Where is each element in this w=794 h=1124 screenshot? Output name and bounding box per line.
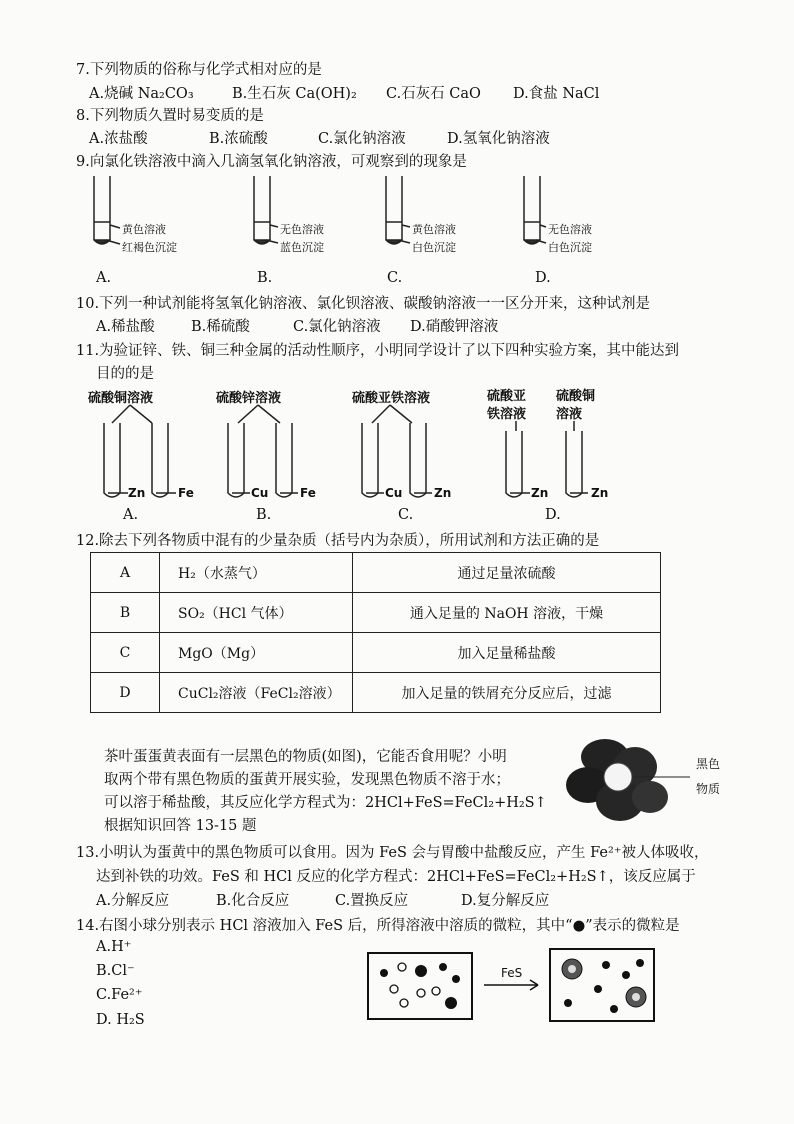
q11-d-solution2a: 硫酸铜: [556, 389, 596, 404]
q14-option-b[interactable]: B.Cl⁻: [96, 963, 135, 979]
q10-option-c[interactable]: C.氯化钠溶液: [293, 319, 381, 335]
intro-line2: 取两个带有黑色物质的蛋黄开展实验，发现黑色物质不溶于水；: [104, 772, 510, 788]
q7-option-a[interactable]: A.烧碱 Na₂CO₃: [89, 86, 194, 102]
q9-b-top-label: 无色溶液: [280, 223, 324, 236]
q12-row-c-substance: MgO（Mg）: [160, 633, 353, 673]
q11-a-solution: 硫酸铜溶液: [88, 391, 154, 406]
q12-stem: 12.除去下列各物质中混有的少量杂质（括号内为杂质），所用试剂和方法正确的是: [76, 533, 600, 549]
q9-a-top-label: 黄色溶液: [122, 223, 166, 236]
q10-option-d[interactable]: D.硝酸钾溶液: [410, 319, 499, 335]
table-row[interactable]: [91, 553, 661, 593]
q9-tube-diagrams: [76, 170, 676, 250]
q9-d-top-label: 无色溶液: [548, 223, 592, 236]
q12-row-b-substance: SO₂（HCl 气体）: [160, 593, 353, 633]
table-row[interactable]: [91, 593, 661, 633]
q12-row-b-method: 通入足量的 NaOH 溶液，干燥: [353, 593, 661, 633]
q11-b-metal1: Cu: [251, 486, 269, 500]
q12-row-a-substance: H₂（水蒸气）: [160, 553, 353, 593]
q13-option-d[interactable]: D.复分解反应: [461, 893, 550, 909]
egg-yolk-figure: [560, 735, 700, 835]
q9-a-bottom-label: 红褐色沉淀: [122, 241, 177, 254]
q11-a-metal1: Zn: [128, 486, 146, 500]
q12-row-a-option: A: [91, 553, 160, 593]
q9-stem: 9.向氯化铁溶液中滴入几滴氢氧化钠溶液，可观察到的现象是: [76, 154, 467, 170]
q8-option-d[interactable]: D.氢氧化钠溶液: [447, 131, 550, 147]
q13-option-a[interactable]: A.分解反应: [96, 893, 170, 909]
q12-row-c-method: 加入足量稀盐酸: [353, 633, 661, 673]
q11-d-solution1a: 硫酸亚: [487, 389, 527, 404]
q11-d-metal1: Zn: [531, 486, 549, 500]
q13-option-c[interactable]: C.置换反应: [335, 893, 409, 909]
q9-option-c[interactable]: C.: [387, 270, 403, 286]
q11-option-d[interactable]: D.: [545, 507, 561, 523]
intro-line3: 可以溶于稀盐酸，其反应化学方程式为：2HCl+FeS=FeCl₂+H₂S↑: [104, 795, 547, 811]
q10-stem: 10.下列一种试剂能将氢氧化钠溶液、氯化钡溶液、碳酸钠溶液一一区分开来，这种试剂是: [76, 296, 651, 312]
q12-row-b-option: B: [91, 593, 160, 633]
intro-line1: 茶叶蛋蛋黄表面有一层黑色的物质(如图)，它能否食用呢？小明: [104, 749, 507, 765]
q8-option-b[interactable]: B.浓硫酸: [209, 131, 268, 147]
q11-b-metal2: Fe: [300, 486, 316, 500]
figure-label-black: 黑色: [696, 757, 721, 771]
q7-option-c[interactable]: C.石灰石 CaO: [386, 86, 481, 102]
q13-option-b[interactable]: B.化合反应: [216, 893, 290, 909]
q14-option-a[interactable]: A.H⁺: [96, 939, 132, 955]
q7-stem: 7.下列物质的俗称与化学式相对应的是: [76, 62, 322, 78]
particle-diagram: [366, 945, 666, 1025]
q9-c-bottom-label: 白色沉淀: [412, 241, 456, 254]
q12-row-c-option: C: [91, 633, 160, 673]
q9-option-d[interactable]: D.: [535, 270, 551, 286]
q11-option-a[interactable]: A.: [123, 507, 139, 523]
q11-c-metal2: Zn: [434, 486, 452, 500]
arrow-label-fes: FeS: [501, 966, 523, 980]
q9-c-top-label: 黄色溶液: [412, 223, 456, 236]
q11-d-metal2: Zn: [591, 486, 609, 500]
q8-option-c[interactable]: C.氯化钠溶液: [318, 131, 406, 147]
q11-stem-line1: 11.为验证锌、铁、铜三种金属的活动性顺序，小明同学设计了以下四种实验方案，其中能达到: [76, 343, 680, 359]
q8-option-a[interactable]: A.浓盐酸: [89, 131, 148, 147]
q11-stem-line2: 目的的是: [96, 366, 154, 382]
q10-option-a[interactable]: A.稀盐酸: [96, 319, 155, 335]
q7-option-d[interactable]: D.食盐 NaCl: [513, 86, 600, 102]
q12-row-a-method: 通过足量浓硫酸: [353, 553, 661, 593]
figure-label-substance: 物质: [696, 782, 721, 796]
q14-option-d[interactable]: D. H₂S: [96, 1012, 145, 1028]
q11-b-solution: 硫酸锌溶液: [216, 391, 282, 406]
q11-c-metal1: Cu: [385, 486, 403, 500]
q13-stem-line1: 13.小明认为蛋黄中的黑色物质可以食用。因为 FeS 会与胃酸中盐酸反应，产生 Fe²⁺被人体吸收，: [76, 845, 709, 861]
q12-row-d-option: D: [91, 673, 160, 713]
table-row[interactable]: [91, 673, 661, 713]
q11-d-solution1b: 铁溶液: [487, 407, 527, 422]
q11-d-solution2b: 溶液: [556, 407, 583, 422]
q11-c-solution: 硫酸亚铁溶液: [352, 391, 431, 406]
q12-row-d-substance: CuCl₂溶液（FeCl₂溶液）: [160, 673, 353, 713]
q12-row-d-method: 加入足量的铁屑充分反应后，过滤: [353, 673, 661, 713]
q9-option-b[interactable]: B.: [257, 270, 273, 286]
q11-option-b[interactable]: B.: [256, 507, 272, 523]
q9-option-a[interactable]: A.: [96, 270, 112, 286]
q9-d-bottom-label: 白色沉淀: [548, 241, 592, 254]
q12-table: [90, 552, 661, 713]
q10-option-b[interactable]: B.稀硫酸: [191, 319, 250, 335]
intro-line4: 根据知识回答 13-15 题: [104, 818, 257, 834]
q8-stem: 8.下列物质久置时易变质的是: [76, 108, 264, 124]
q11-option-c[interactable]: C.: [398, 507, 414, 523]
q7-option-b[interactable]: B.生石灰 Ca(OH)₂: [232, 86, 357, 102]
table-row[interactable]: [91, 633, 661, 673]
q11-tube-diagrams: [90, 395, 650, 505]
q9-b-bottom-label: 蓝色沉淀: [280, 241, 324, 254]
q13-stem-line2: 达到补铁的功效。FeS 和 HCl 反应的化学方程式：2HCl+FeS=FeCl₂+H₂S↑，该反应属于: [96, 869, 696, 885]
q14-stem: 14.右图小球分别表示 HCl 溶液加入 FeS 后，所得溶液中溶质的微粒，其中“●”表示的微粒是: [76, 918, 680, 934]
q11-a-metal2: Fe: [178, 486, 194, 500]
q14-option-c[interactable]: C.Fe²⁺: [96, 987, 143, 1003]
